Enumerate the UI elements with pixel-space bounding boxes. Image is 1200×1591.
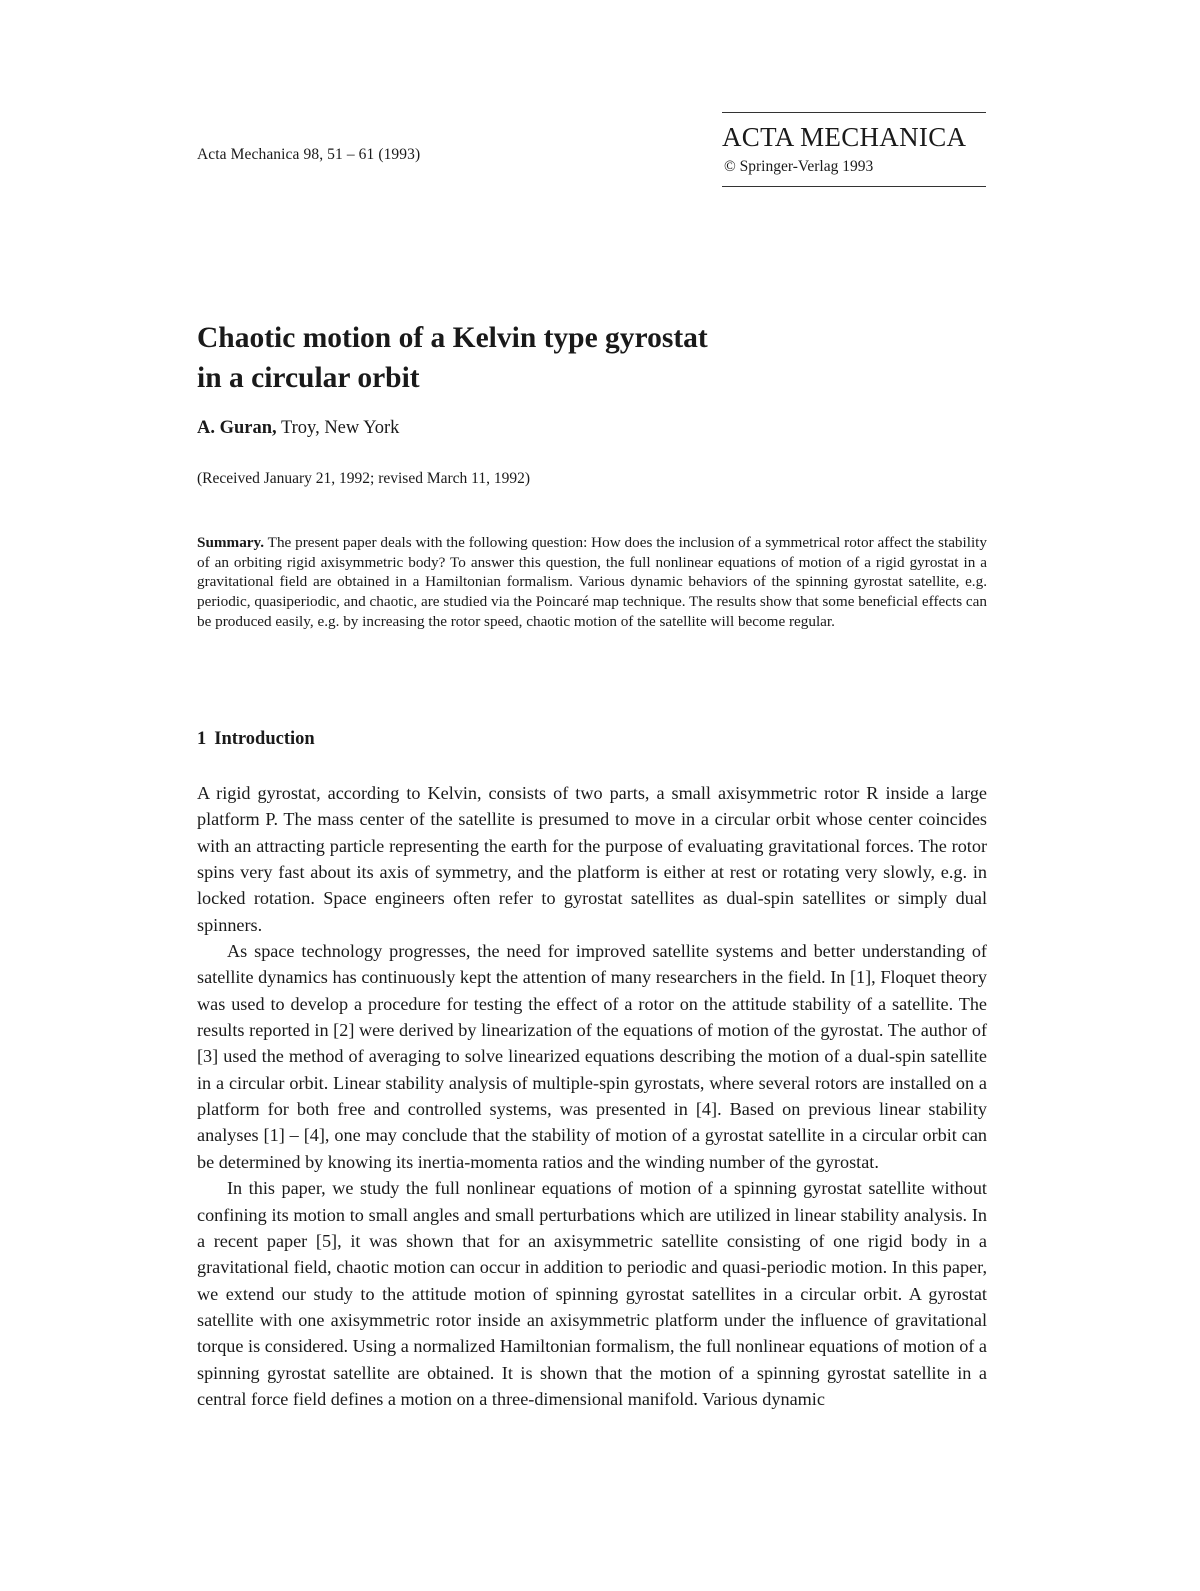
author-location: Troy, New York (276, 418, 400, 438)
journal-name: ACTA MECHANICA (722, 122, 967, 152)
article-title-line-1: Chaotic motion of a Kelvin type gyrostat (197, 322, 708, 354)
body-paragraph-3: In this paper, we study the full nonlinear equations of motion of a spinning gyrostat satellite without confining its motion to small angles and small perturbations which are utilized in linear stability analysis. In a recent paper [5], it was shown that for an axisymmetric satellite consisting of one rigid body in a gravitational field, chaotic motion can occur in addition to periodic and quasi-periodic motion. In this paper, we extend our study to the attitude motion of spinning gyrostat satellites in a circular orbit. A gyrostat satellite with one axisymmetric rotor inside an axisymmetric platform under the influence of gravitational torque is considered. Using a normalized Hamiltonian formalism, the full nonlinear equations of motion of a spinning gyrostat satellite are obtained. It is shown that the motion of a spinning gyrostat satellite in a central force field defines a motion on a three-dimensional manifold. Various dynamic (197, 1178, 987, 1409)
body-paragraph-2: As space technology progresses, the need for improved satellite systems and better understanding of satellite dynamics has continuously kept the attention of many researchers in the field. In [1], Floquet theory was used to develop a procedure for testing the effect of a rotor on the attitude stability of a satellite. The results reported in [2] were derived by linearization of the equations of motion of the gyrostat. The author of [3] used the method of averaging to solve linearized equations describing the motion of a dual-spin satellite in a circular orbit. Linear stability analysis of multiple-spin gyrostats, where several rotors are installed on a platform for both free and controlled systems, was presented in [4]. Based on previous linear stability analyses [1] – [4], one may conclude that the stability of motion of a gyrostat satellite in a circular orbit can be determined by knowing its inertia-momenta ratios and the winding number of the gyrostat. (197, 941, 987, 1172)
article-title (197, 318, 957, 398)
journal-citation: Acta Mechanica 98, 51 – 61 (1993) (197, 146, 421, 163)
summary-label: Summary. (197, 534, 265, 551)
received-dates: (Received January 21, 1992; revised March 11, 1992) (197, 470, 531, 487)
journal-masthead (722, 112, 986, 187)
introduction-body (197, 780, 987, 1412)
summary-text: The present paper deals with the following question: How does the inclusion of a symmetrical rotor affect the stability of an orbiting rigid axisymmetric body? To answer this question, the full nonlinear equations of motion of a rigid gyrostat in a gravitational field are obtained in a Hamiltonian formalism. Various dynamic behaviors of the spinning gyrostat satellite, e.g. periodic, quasiperiodic, and chaotic, are studied via the Poincaré map technique. The results show that some beneficial effects can be produced easily, e.g. by increasing the rotor speed, chaotic motion of the satellite will become regular. (197, 534, 987, 630)
section-title: Introduction (214, 729, 315, 749)
publisher-copyright: © Springer-Verlag 1993 (724, 158, 874, 175)
section-heading-introduction (197, 729, 315, 750)
author-line (197, 418, 399, 439)
body-paragraph-1: A rigid gyrostat, according to Kelvin, consists of two parts, a small axisymmetric rotor R inside a large platform P. The mass center of the satellite is presumed to move in a circular orbit whose center coincides with an attracting particle representing the earth for the purpose of evaluating gravitational forces. The rotor spins very fast about its axis of symmetry, and the platform is either at rest or rotating very slowly, e.g. in locked rotation. Space engineers often refer to gyrostat satellites as dual-spin satellites or simply dual spinners. (197, 783, 987, 935)
article-title-line-2: in a circular orbit (197, 362, 420, 394)
summary-abstract (197, 533, 987, 632)
author-name: A. Guran, (197, 418, 277, 438)
section-number: 1 (197, 729, 207, 749)
